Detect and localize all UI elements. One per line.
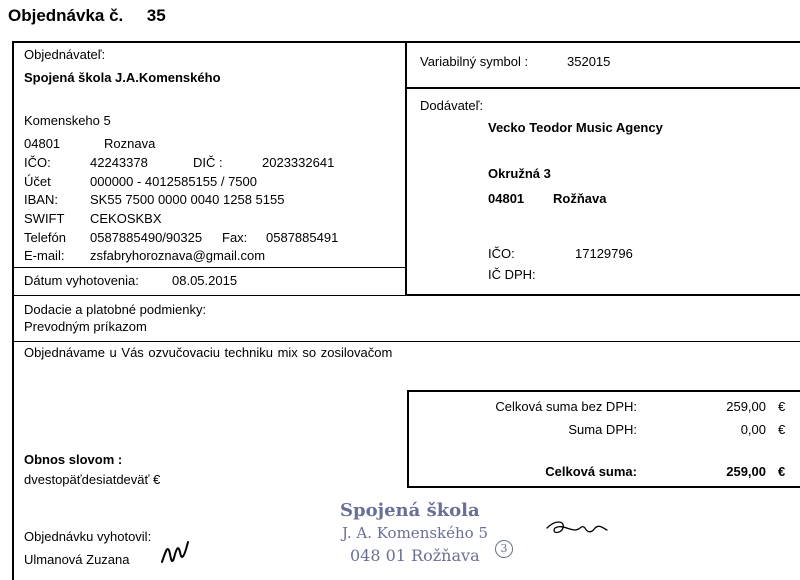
customer-dic: 2023332641 bbox=[262, 155, 335, 170]
net-total-label: Celková suma bez DPH: bbox=[495, 399, 637, 414]
net-total-currency: € bbox=[778, 399, 786, 414]
stamp-line-1: Spojená škola bbox=[340, 500, 480, 521]
issued-by-name: Ulmanová Zuzana bbox=[24, 552, 130, 567]
order-number: 35 bbox=[146, 6, 166, 25]
customer-phone-label: Telefón bbox=[24, 230, 66, 245]
supplier-ico: 17129796 bbox=[575, 246, 633, 261]
terms-label: Dodacie a platobné podmienky: bbox=[24, 302, 207, 317]
stamp-line-2: J. A. Komenského 5 bbox=[342, 524, 489, 542]
grand-total-label: Celková suma: bbox=[545, 464, 637, 479]
customer-ico: 42243378 bbox=[90, 155, 148, 170]
customer-ico-label: IČO: bbox=[24, 155, 51, 170]
terms-section-bottom bbox=[14, 341, 800, 342]
supplier-name: Vecko Teodor Music Agency bbox=[488, 120, 663, 135]
supplier-zip: 04801 bbox=[488, 191, 525, 206]
grand-total-currency: € bbox=[778, 464, 786, 479]
vat-label: Suma DPH: bbox=[568, 422, 637, 437]
variable-symbol-value: 352015 bbox=[567, 54, 611, 69]
issue-date-label: Dátum vyhotovenia: bbox=[24, 273, 139, 288]
customer-zip: 04801 bbox=[24, 136, 61, 151]
supplier-heading: Dodávateľ: bbox=[420, 98, 484, 113]
customer-section-bottom bbox=[14, 295, 800, 296]
stamp-signature bbox=[541, 516, 611, 546]
customer-street: Komenskeho 5 bbox=[24, 113, 111, 128]
supplier-city: Rožňava bbox=[553, 191, 607, 206]
amount-words-label: Obnos slovom : bbox=[24, 452, 123, 467]
varsym-divider bbox=[405, 87, 800, 89]
totals-box-left bbox=[407, 390, 409, 488]
customer-account: 000000 - 4012585155 / 7500 bbox=[90, 174, 257, 189]
customer-email: zsfabryhoroznava@gmail.com bbox=[90, 248, 266, 263]
vat-currency: € bbox=[778, 422, 786, 437]
customer-supplier-divider bbox=[405, 41, 407, 295]
vat-value: 0,00 bbox=[740, 422, 766, 437]
totals-box-top bbox=[407, 390, 800, 392]
customer-fax: 0587885491 bbox=[266, 230, 339, 245]
customer-dic-label: DIČ : bbox=[193, 155, 223, 170]
order-title bbox=[8, 6, 166, 26]
issued-by-label: Objednávku vyhotovil: bbox=[24, 529, 152, 544]
frame-left-border bbox=[12, 41, 14, 580]
order-description: Objednávame u Vás ozvučovaciu techniku mix so zosilovačom bbox=[24, 345, 393, 360]
issue-date: 08.05.2015 bbox=[172, 273, 238, 288]
customer-iban-label: IBAN: bbox=[24, 192, 58, 207]
grand-total-value: 259,00 bbox=[726, 464, 766, 479]
customer-swift: CEKOSKBX bbox=[90, 211, 162, 226]
order-title-label: Objednávka č. bbox=[8, 6, 124, 25]
date-box-top bbox=[14, 267, 406, 268]
customer-heading: Objednávateľ: bbox=[24, 47, 106, 62]
customer-city: Roznava bbox=[104, 136, 156, 151]
customer-iban: SK55 7500 0000 0040 1258 5155 bbox=[90, 192, 285, 207]
supplier-icdph-label: IČ DPH: bbox=[488, 267, 536, 282]
terms-value: Prevodným príkazom bbox=[24, 319, 147, 334]
variable-symbol-label: Variabilný symbol : bbox=[420, 54, 529, 69]
net-total-value: 259,00 bbox=[726, 399, 766, 414]
amount-words-value: dvestopäťdesiatdeväť € bbox=[24, 472, 161, 487]
stamp-line-3: 048 01 Rožňava bbox=[350, 546, 480, 565]
customer-fax-label: Fax: bbox=[222, 230, 248, 245]
issuer-signature bbox=[158, 532, 198, 572]
supplier-street: Okružná 3 bbox=[488, 166, 551, 181]
totals-box-bottom bbox=[407, 486, 800, 488]
customer-phone: 0587885490/90325 bbox=[90, 230, 203, 245]
customer-swift-label: SWIFT bbox=[24, 211, 65, 226]
customer-account-label: Účet bbox=[24, 174, 51, 189]
stamp-number: 3 bbox=[495, 540, 513, 558]
customer-name: Spojená škola J.A.Komenského bbox=[24, 70, 221, 85]
supplier-ico-label: IČO: bbox=[488, 246, 515, 261]
customer-email-label: E-mail: bbox=[24, 248, 65, 263]
